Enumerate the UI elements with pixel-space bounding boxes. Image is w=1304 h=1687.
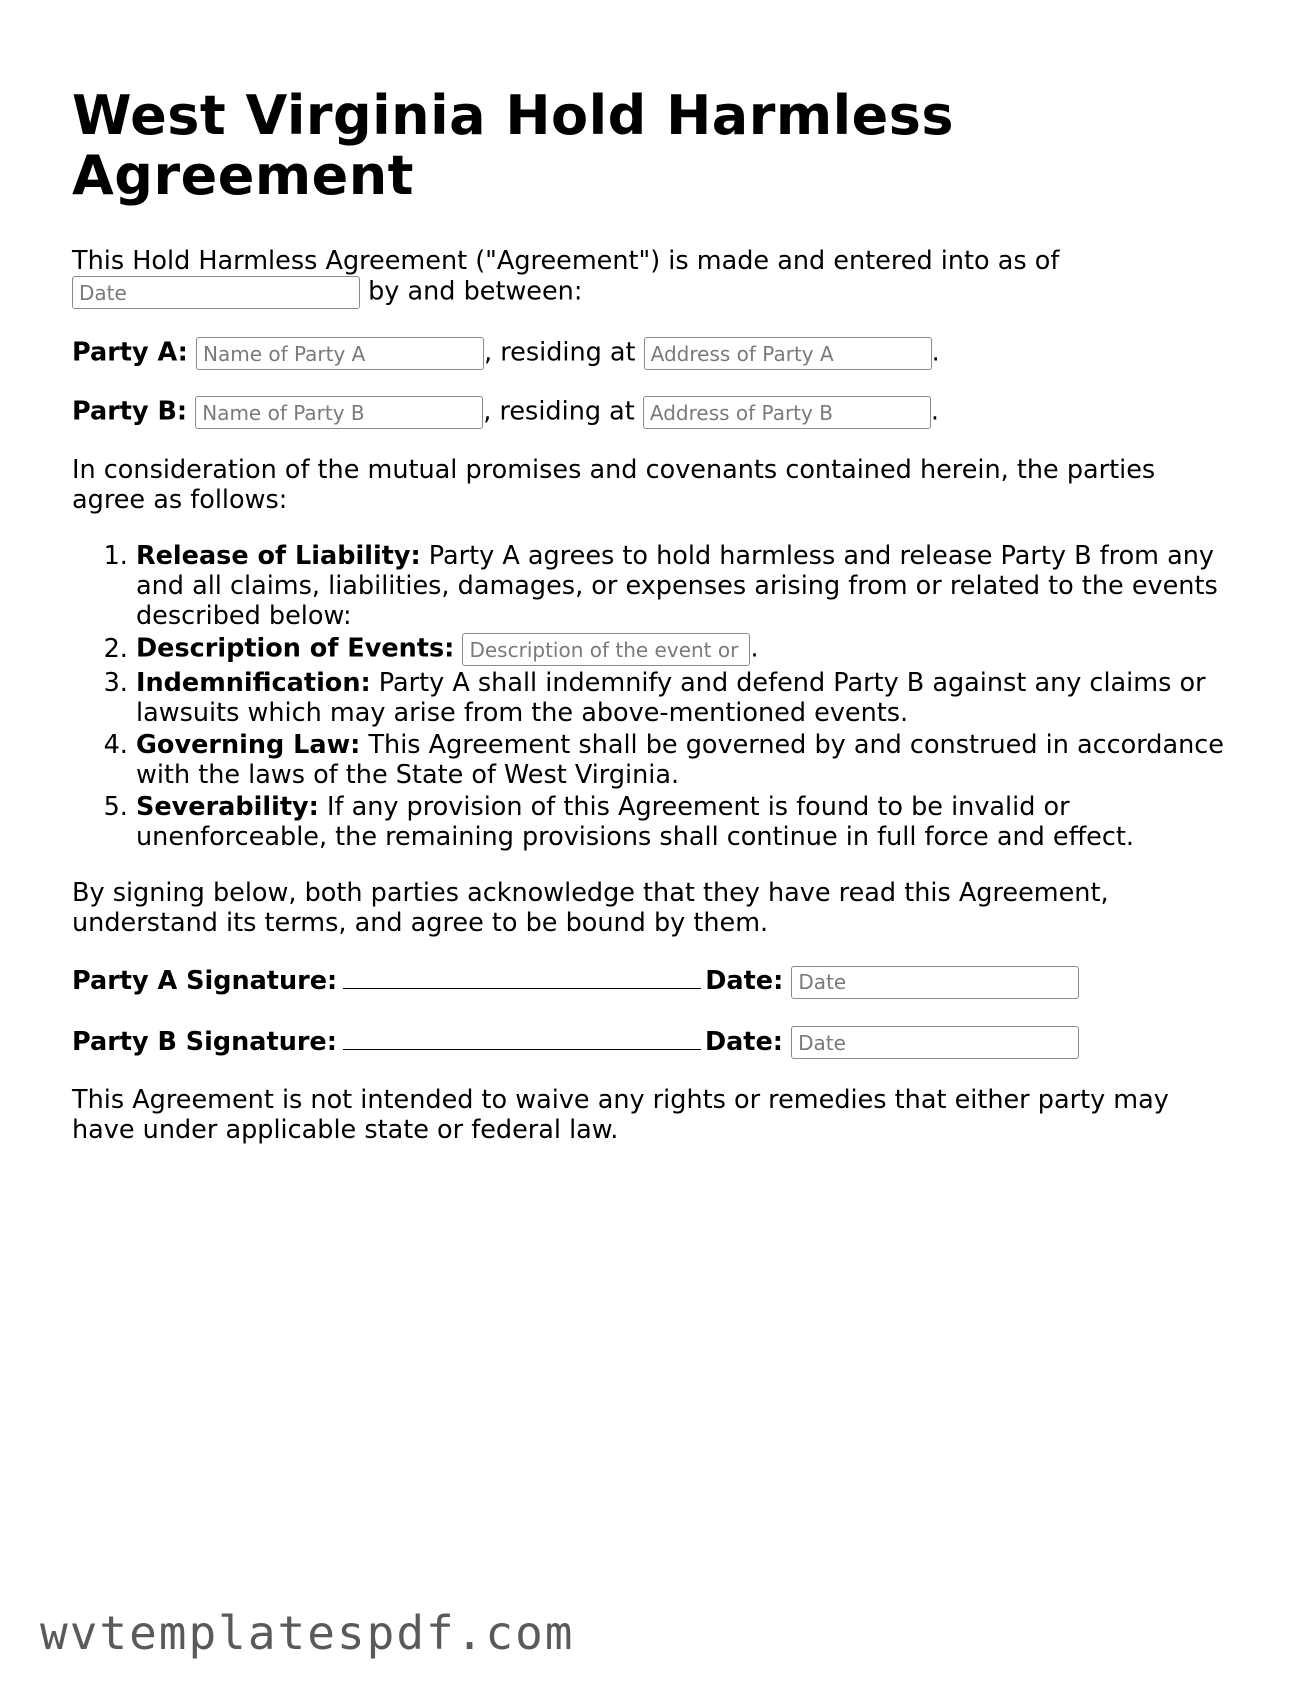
party-b-signature-line: [72, 1025, 1232, 1060]
party-a-signature-line: [72, 964, 1232, 999]
intro-text-after: by and between:: [368, 276, 583, 307]
term-text: Party A shall indemnify and defend Party B against any claims or lawsuits which may arise from the above-mentioned events.: [136, 668, 1206, 728]
consideration-paragraph: In consideration of the mutual promises and covenants contained herein, the parties agree as follows:: [72, 455, 1156, 515]
party-b-line: [72, 396, 1232, 429]
signature-label: Party B Signature:: [72, 1026, 337, 1057]
intro-text: This Hold Harmless Agreement ("Agreement") is made and entered into as of: [72, 246, 1060, 276]
acknowledgement-paragraph: By signing below, both parties acknowledge that they have read this Agreement, understand its terms, and agree to be bound by them.: [72, 878, 1109, 938]
party-a-address-field[interactable]: [644, 337, 932, 370]
party-b-signature-blank[interactable]: [343, 1025, 701, 1050]
party-b-end: .: [930, 396, 939, 427]
party-a-signature-date-field[interactable]: [791, 966, 1079, 999]
terms-list: [72, 541, 1232, 852]
intro-paragraph: [72, 246, 1232, 309]
term-heading: Indemnification:: [136, 668, 371, 698]
party-a-line: [72, 337, 1232, 370]
term-text: This Agreement shall be governed by and construed in accordance with the laws of the State of West Virginia.: [136, 730, 1224, 790]
term-text: If any provision of this Agreement is found to be invalid or unenforceable, the remaining provisions shall continue in full force and effect.: [136, 792, 1134, 852]
term-description-of-events: [136, 633, 1232, 666]
signature-label: Party A Signature:: [72, 966, 338, 996]
party-b-signature-date-field[interactable]: [791, 1026, 1079, 1059]
agreement-date-field[interactable]: [72, 276, 360, 309]
party-b-label: Party B:: [72, 396, 188, 427]
closing-paragraph: This Agreement is not intended to waive any rights or remedies that either party may have under applicable state or federal law.: [72, 1085, 1169, 1145]
term-release-of-liability: [136, 541, 1232, 631]
document-page: [72, 86, 1232, 1145]
term-heading: Governing Law:: [136, 730, 361, 760]
party-a-end: .: [931, 337, 940, 368]
term-severability: [136, 792, 1232, 852]
party-b-residing-text: , residing at: [483, 396, 635, 427]
document-title: West Virginia Hold Harmless Agreement: [72, 84, 955, 207]
signature-date-label: Date:: [704, 1026, 783, 1057]
signature-date-label: Date:: [705, 966, 784, 996]
term-end: .: [750, 633, 759, 664]
party-a-residing-text: , residing at: [484, 337, 636, 368]
event-description-field[interactable]: [462, 633, 750, 666]
term-heading: Release of Liability:: [136, 541, 421, 571]
party-a-signature-blank[interactable]: [343, 964, 701, 989]
term-text: Party A agrees to hold harmless and release Party B from any and all claims, liabilities, damages, or expenses arising from or related to the events described below:: [136, 541, 1218, 631]
party-b-address-field[interactable]: [643, 396, 931, 429]
term-governing-law: [136, 730, 1232, 790]
watermark-text: wvtemplatespdf.com: [40, 1606, 575, 1660]
term-heading: Severability:: [136, 792, 319, 822]
party-a-name-field[interactable]: [196, 337, 484, 370]
party-b-name-field[interactable]: [195, 396, 483, 429]
party-a-label: Party A:: [72, 337, 188, 368]
term-heading: Description of Events:: [136, 633, 455, 664]
term-indemnification: [136, 668, 1232, 728]
